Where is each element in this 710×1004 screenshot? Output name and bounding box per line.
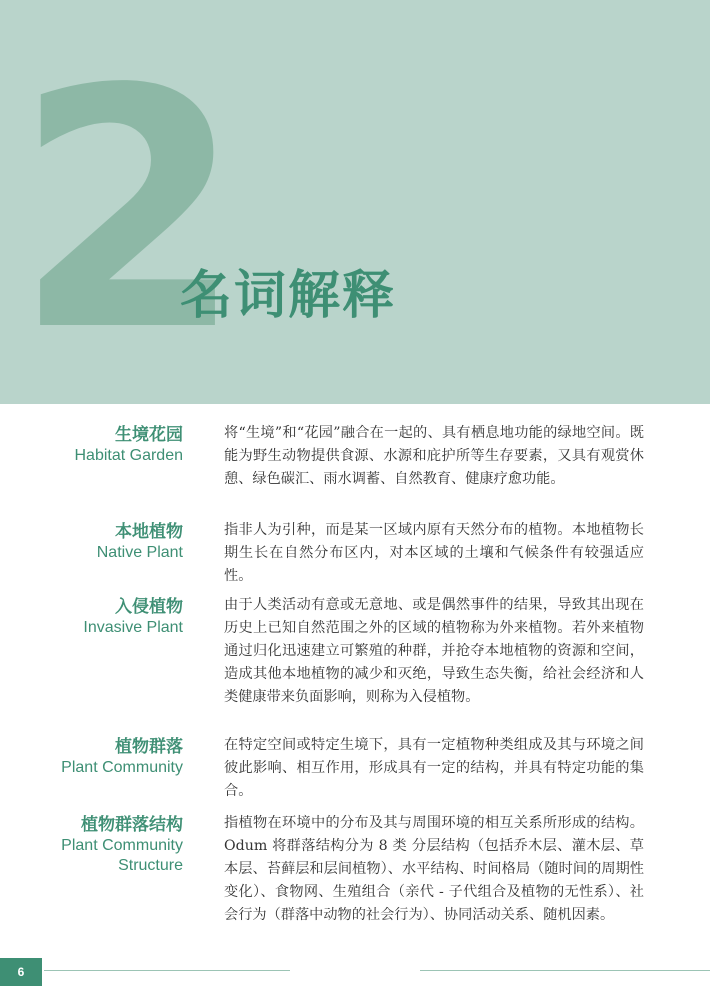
term-chinese: 生境花园 — [115, 425, 183, 445]
term-definition: 将“生境”和“花园”融合在一起的、具有栖息地功能的绿地空间。既能为野生动物提供食源、水源和庇护所等生存要素，又具有观赏休憩、绿色碳汇、雨水调蓄、自然教育、健康疗愈功能。 — [224, 425, 644, 487]
chapter-title: 名词解释 — [180, 266, 397, 326]
term-definition: 由于人类活动有意或无意地、或是偶然事件的结果，导致其出现在历史上已知自然范围之外的区域的植物称为外来植物。若外来植物通过归化迅速建立可繁殖的种群，并抢夺本地植物的资源和空间，造成其他本地植物的减少和灭绝，导致生态失衡，给社会经济和人类健康带来负面影响，则称为入侵植物。 — [224, 597, 644, 705]
chapter-header — [0, 0, 710, 404]
glossary-term — [3, 814, 183, 876]
term-english: Plant Community — [61, 759, 183, 776]
glossary-term — [3, 424, 183, 466]
term-english: Invasive Plant — [83, 619, 183, 636]
term-chinese: 入侵植物 — [115, 597, 183, 617]
glossary-term — [3, 736, 183, 778]
footer-rule-right — [420, 970, 710, 971]
term-english: Plant Community — [61, 837, 183, 854]
term-chinese: 植物群落结构 — [81, 815, 183, 835]
chapter-number: 2 — [14, 19, 244, 403]
term-english: Native Plant — [96, 544, 183, 561]
term-definition: 指非人为引种，而是某一区域内原有天然分布的植物。本地植物长期生长在自然分布区内，对本区域的土壤和气候条件有较强适应性。 — [224, 522, 644, 584]
term-definition: 指植物在环境中的分布及其与周围环境的相互关系所形成的结构。Odum 将群落结构分为 8 类 分层结构（包括乔木层、灌木层、草本层、苔藓层和层间植物）、水平结构、时间格局（随时间的周期性变化）、食物网、生殖组合（亲代 - 子代组合及植物的无性系）、社会行为（群落中动物的社会行为）、协同活动关系、随机因素。 — [224, 815, 644, 923]
term-chinese: 植物群落 — [115, 737, 183, 757]
glossary-term — [3, 596, 183, 638]
page-number: 6 — [0, 958, 42, 986]
term-chinese: 本地植物 — [115, 522, 183, 542]
term-definition: 在特定空间或特定生境下，具有一定植物种类组成及其与环境之间彼此影响、相互作用，形成具有一定的结构，并具有特定功能的集合。 — [224, 737, 644, 799]
glossary-term — [3, 521, 183, 563]
term-english: Habitat Garden — [74, 447, 183, 464]
footer-rule-left — [44, 970, 290, 971]
term-english: Structure — [118, 857, 183, 874]
